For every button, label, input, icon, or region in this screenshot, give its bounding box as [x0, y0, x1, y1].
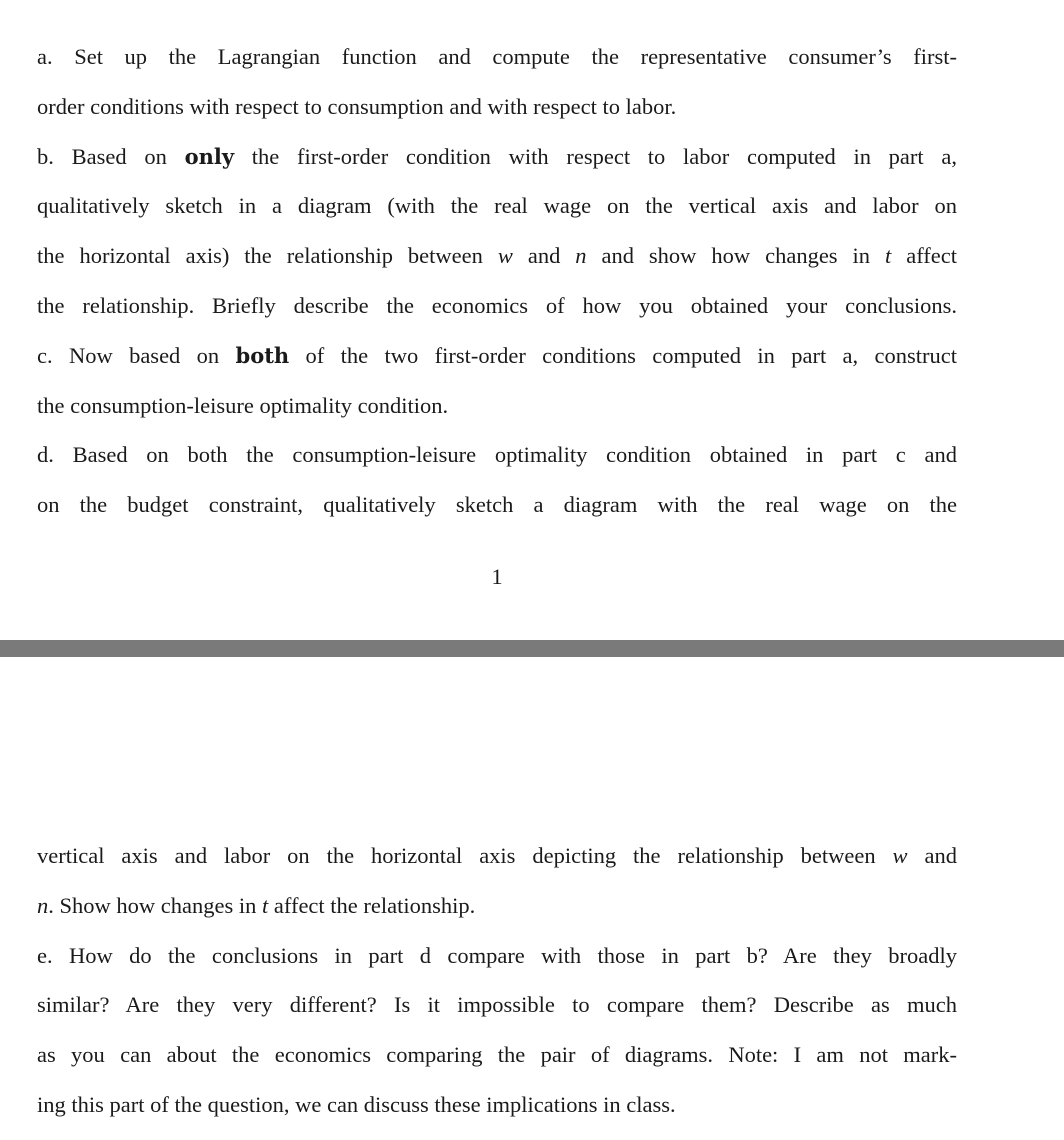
emphasis-both: both	[235, 342, 290, 368]
text-run: affect	[891, 243, 957, 269]
text-line: similar? Are they very different? Is it impossible to compare them? Describe as much	[37, 992, 957, 1018]
math-variable-w: w	[892, 843, 908, 868]
text-run: and	[907, 843, 957, 868]
text-run: affect the relationship.	[268, 892, 476, 918]
text-line: d. Based on both the consumption-leisure optimality condition obtained in part c and	[37, 442, 957, 468]
text-run: b. Based on	[37, 143, 185, 169]
text-line: e. How do the conclusions in part d compare with those in part b? Are they broadly	[37, 942, 957, 968]
page-separator	[0, 640, 1064, 657]
text-run: the horizontal axis) the relationship between	[37, 243, 498, 269]
text-line	[37, 231, 957, 281]
document-page-2	[0, 657, 1064, 1140]
question-text-page-1	[37, 32, 957, 530]
text-line: the consumption-leisure optimality condition.	[37, 392, 449, 418]
text-line: qualitatively sketch in a diagram (with the real wage on the vertical axis and labor on	[37, 193, 957, 219]
math-variable-w: w	[497, 243, 513, 269]
text-line: on the budget constraint, qualitatively sketch a diagram with the real wage on the	[37, 492, 957, 518]
math-variable-n: n	[575, 243, 587, 269]
text-line	[37, 331, 957, 381]
text-line	[37, 881, 957, 931]
text-line	[37, 831, 957, 881]
text-run: and	[512, 243, 576, 269]
page-number: 1	[491, 564, 503, 589]
text-run: c. Now based on	[37, 342, 236, 368]
text-line	[37, 132, 957, 182]
text-run: of the two first-order conditions computed in part a, construct	[289, 342, 958, 368]
text-run: and show how changes in	[586, 243, 885, 269]
emphasis-only: only	[184, 143, 235, 169]
text-run: . Show how changes in	[48, 892, 262, 918]
math-variable-n: n	[37, 892, 49, 918]
text-line: a. Set up the Lagrangian function and compute the representative consumer’s first-	[37, 44, 957, 69]
text-run: the first-order condition with respect to labor computed in part a,	[234, 143, 957, 169]
text-line: order conditions with respect to consumption and with respect to labor.	[37, 93, 677, 119]
math-variable-t: t	[884, 243, 892, 269]
question-text-page-2	[37, 831, 957, 1130]
text-run: vertical axis and labor on the horizontal axis depicting the relationship between	[37, 843, 893, 868]
math-variable-t: t	[261, 892, 269, 918]
text-line: as you can about the economics comparing the pair of diagrams. Note: I am not mark-	[37, 1042, 957, 1068]
text-line: the relationship. Briefly describe the economics of how you obtained your conclusions.	[37, 292, 957, 318]
text-line: ing this part of the question, we can discuss these implications in class.	[37, 1091, 676, 1117]
